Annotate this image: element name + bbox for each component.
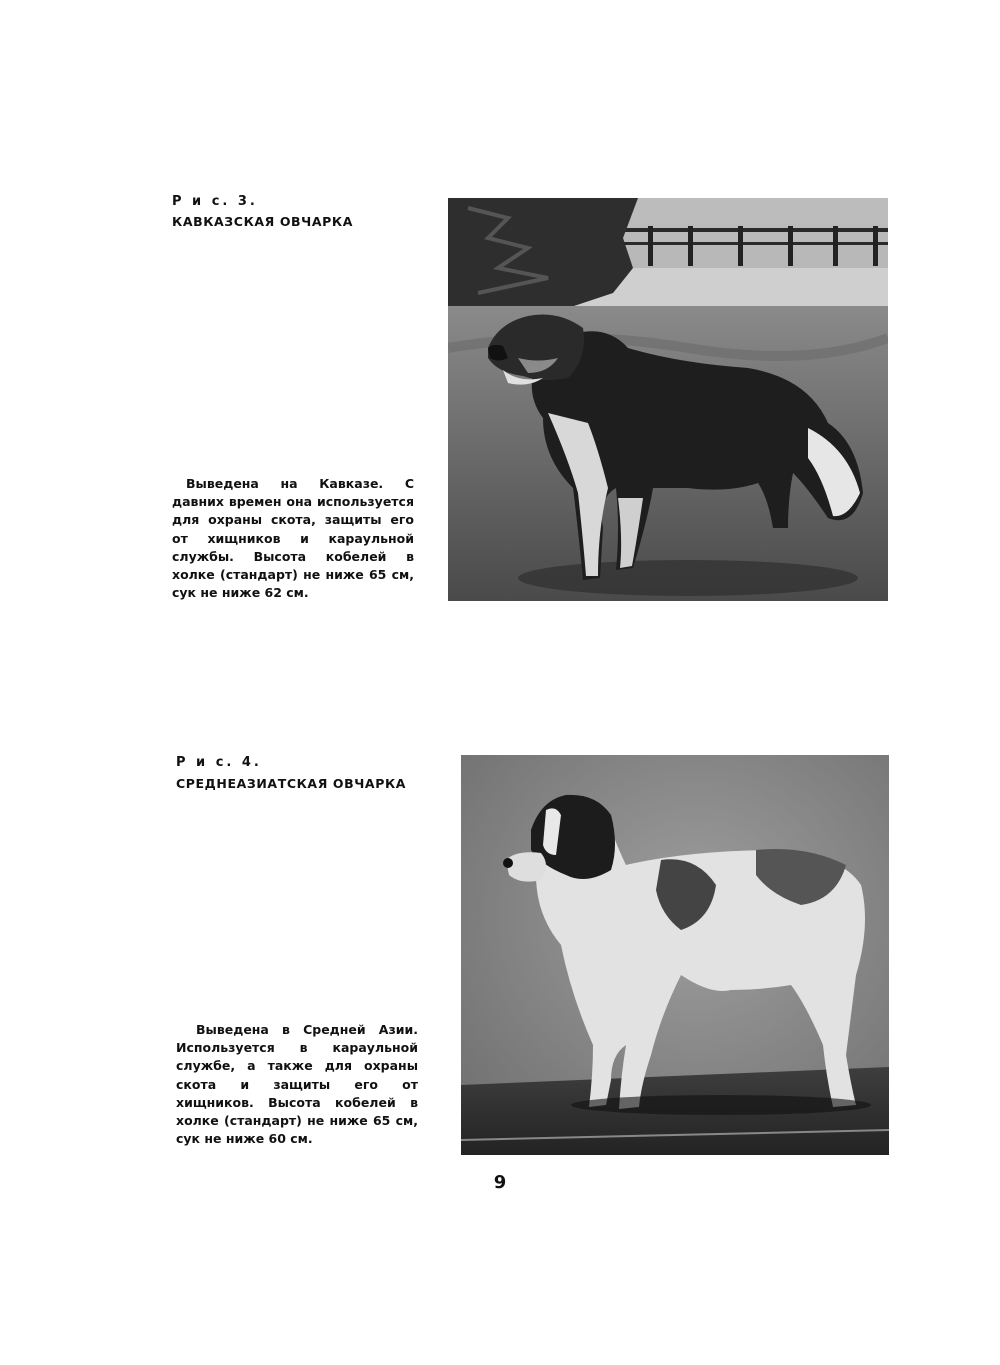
figure-3-label: Р и с. 3. xyxy=(172,194,258,209)
figure-4-title: СРЕДНЕАЗИАТСКАЯ ОВЧАРКА xyxy=(176,776,407,791)
figure-4-photo-central-asian-shepherd xyxy=(461,755,889,1155)
figure-4-caption: Выведена в Средней Азии. Используется в караульной службе, а также для охраны скота и защиты его от хищников. Высота кобелей в холке (стандарт) не ниже 65 см, сук не ниже 60 см. xyxy=(176,1022,418,1147)
figure-3-caption: Выведена на Кавказе. С давних времен она используется для охраны скота, защиты его от хищников и караульной службы. Высота кобелей в холке (стандарт) не ниже 65 см, сук не ниже 62 см. xyxy=(172,476,414,601)
figure-3-photo-caucasian-shepherd xyxy=(448,198,888,601)
figure-4-label: Р и с. 4. xyxy=(176,755,262,770)
figure-3-title: КАВКАЗСКАЯ ОВЧАРКА xyxy=(172,214,354,229)
page-number: 9 xyxy=(493,1172,507,1193)
